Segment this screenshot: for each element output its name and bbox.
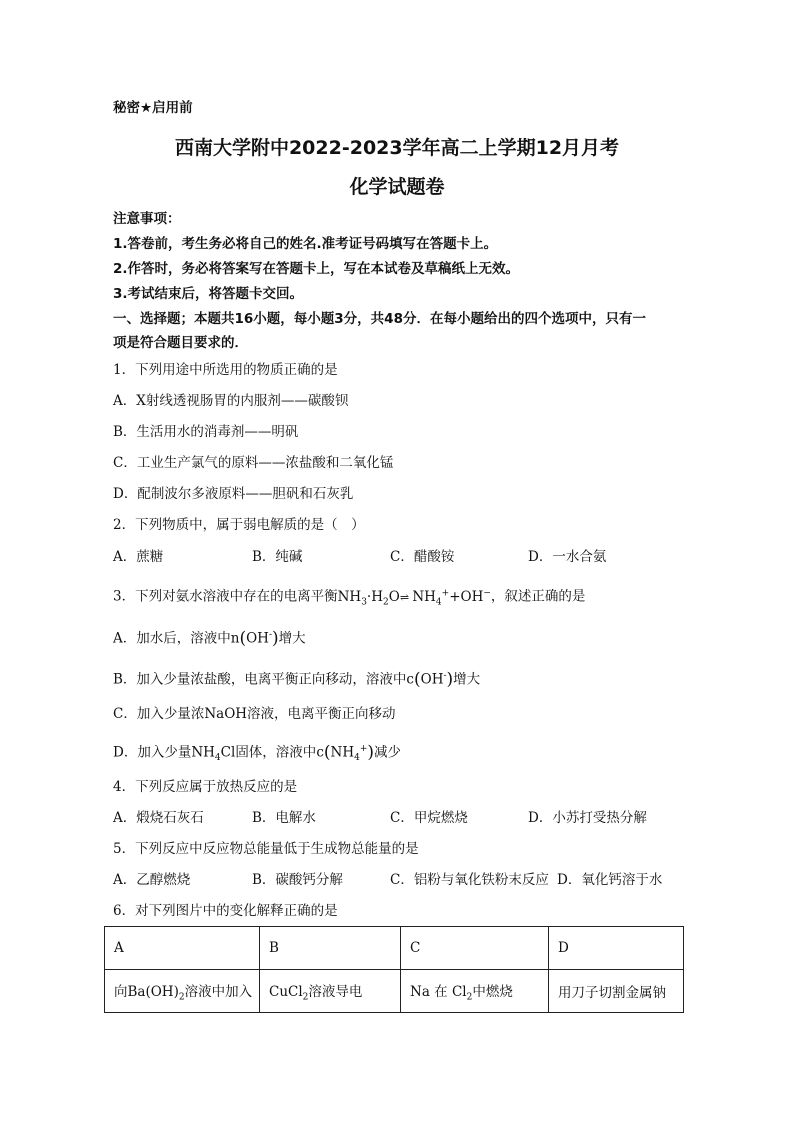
table-cell-a: 向$Ba(OH)_2$溶液中加入 — [105, 970, 260, 1013]
notes-heading: 注意事项： — [113, 211, 181, 227]
question-2-option-c: C．醋酸铵 — [390, 549, 455, 565]
question-3-option-b: B．加入少量浓盐酸，电离平衡正向移动，溶液中c(OH-)增大 — [113, 669, 481, 690]
table-header-d: D — [549, 927, 684, 970]
question-1-option-b: B．生活用水的消毒剂——明矾 — [113, 424, 299, 440]
table-cell-b: CuCl$_2$溶液导电 — [260, 970, 401, 1013]
table-cell-c: Na 在 $Cl_2$中燃烧 — [401, 970, 549, 1013]
table-cell-d: 用刀子切割金属钠 — [549, 970, 684, 1013]
question-2-option-b: B．纯碱 — [252, 549, 303, 565]
question-1-option-d: D．配制波尔多液原料——胆矾和石灰乳 — [113, 486, 354, 502]
equilibrium-arrow-icon: ⇌ — [399, 590, 409, 604]
question-6-stem: 6．对下列图片中的变化解释正确的是 — [113, 903, 338, 919]
question-5-option-c: C．铝粉与氧化铁粉末反应 — [390, 872, 549, 888]
section-instruction-cont: 项是符合题目要求的． — [113, 335, 248, 351]
question-2-stem: 2．下列物质中，属于弱电解质的是（ ） — [113, 517, 365, 533]
table-header-b: B — [260, 927, 401, 970]
section-instruction: 一、选择题；本题共16小题，每小题3分，共48分．在每小题给出的四个选项中，只有一 — [113, 311, 646, 327]
question-3-stem: 3．下列对氨水溶液中存在的电离平衡$NH_3\cdot H_2O\rightleftharpoons$ $NH_4^++OH^-$，叙述正确的是 — [113, 588, 586, 608]
table-header-c: C — [401, 927, 549, 970]
question-4-option-c: C．甲烷燃烧 — [390, 810, 468, 826]
note-item: 1.答卷前，考生务必将自己的姓名.准考证号码填写在答题卡上。 — [113, 236, 498, 252]
question-5-option-a: A．乙醇燃烧 — [113, 872, 191, 888]
question-4-option-b: B．电解水 — [252, 810, 316, 826]
question-5-option-d: D．氧化钙溶于水 — [557, 872, 663, 888]
confidential-mark: 秘密★启用前 — [113, 100, 193, 116]
question-4-option-a: A．煅烧石灰石 — [113, 810, 204, 826]
question-1-option-c: C．工业生产氯气的原料——浓盐酸和二氧化锰 — [113, 455, 394, 471]
exam-title: 西南大学附中2022-2023学年高二上学期12月月考 — [174, 137, 620, 159]
question-1-stem: 1．下列用途中所选用的物质正确的是 — [113, 362, 338, 378]
question-4-stem: 4．下列反应属于放热反应的是 — [113, 779, 298, 795]
note-item: 3.考试结束后，将答题卡交回。 — [113, 286, 304, 302]
question-3-option-d: D．加入少量$NH_4Cl$固体，溶液中$c(NH_4^+)$减少 — [113, 742, 402, 764]
question-5-stem: 5．下列反应中反应物总能量低于生成物总能量的是 — [113, 841, 419, 857]
equilibrium-equation: $NH_3\cdot H_2O\rightleftharpoons$ $NH_4^++OH^-$ — [337, 588, 491, 608]
question-2-option-a: A．蔗糖 — [113, 549, 164, 565]
question-6-table — [104, 926, 684, 1013]
question-1-option-a: A．X射线透视肠胃的内服剂——碳酸钡 — [113, 393, 349, 409]
table-row — [105, 970, 684, 1013]
question-2-option-d: D．一水合氨 — [528, 549, 607, 565]
question-5-option-b: B．碳酸钙分解 — [252, 872, 343, 888]
note-item: 2.作答时，务必将答案写在答题卡上，写在本试卷及草稿纸上无效。 — [113, 261, 520, 277]
question-4-option-d: D．小苏打受热分解 — [528, 810, 647, 826]
exam-subtitle: 化学试题卷 — [349, 176, 445, 198]
table-row — [105, 927, 684, 970]
question-3-option-c: C．加入少量浓NaOH溶液，电离平衡正向移动 — [113, 706, 396, 722]
table-header-a: A — [105, 927, 260, 970]
question-3-option-a: A．加水后，溶液中n(OH-)增大 — [113, 628, 306, 649]
